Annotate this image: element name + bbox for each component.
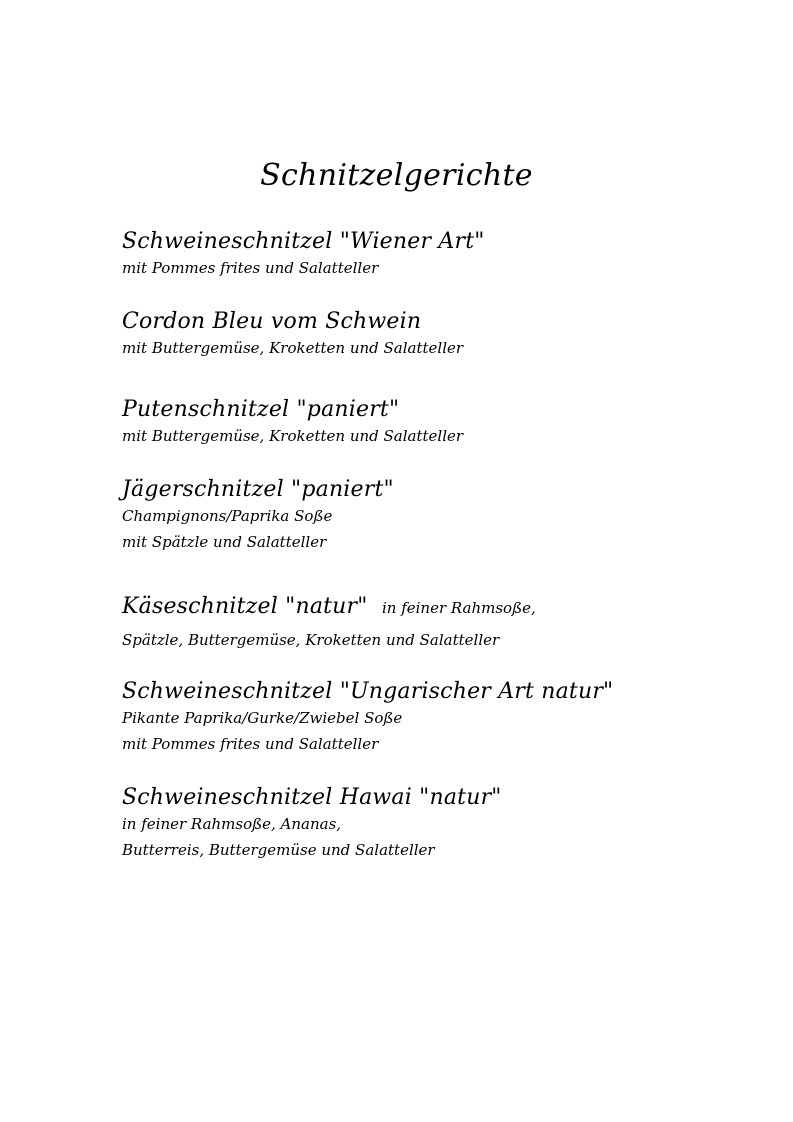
dish-description-line: mit Buttergemüse, Kroketten und Salatteller — [122, 339, 464, 357]
menu-list — [122, 0, 762, 1122]
dish-name-row — [122, 594, 762, 621]
page-title: Schnitzelgerichte — [260, 158, 533, 193]
menu-item — [122, 679, 762, 757]
dish-name: Jägerschnitzel "paniert" — [122, 477, 394, 502]
dish-description-line: mit Pommes frites und Salatteller — [122, 735, 379, 753]
menu-item — [122, 397, 762, 449]
menu-item — [122, 785, 762, 863]
dish-description-line: Champignons/Paprika Soße — [122, 507, 333, 525]
dish-name: Schweineschnitzel "Wiener Art" — [122, 229, 485, 254]
dish-description-line: in feiner Rahmsoße, Ananas, — [122, 815, 342, 833]
menu-item — [122, 229, 762, 281]
menu-item — [122, 594, 762, 653]
dish-description-line: Pikante Paprika/Gurke/Zwiebel Soße — [122, 709, 403, 727]
dish-inline-description: in feiner Rahmsoße, — [381, 599, 536, 617]
dish-description-line: Butterreis, Buttergemüse und Salatteller — [122, 841, 435, 859]
dish-description-line: mit Pommes frites und Salatteller — [122, 259, 379, 277]
dish-name: Putenschnitzel "paniert" — [122, 397, 400, 422]
menu-item — [122, 477, 762, 555]
dish-name: Schweineschnitzel Hawai "natur" — [122, 785, 502, 810]
dish-description-line: Spätzle, Buttergemüse, Kroketten und Salatteller — [122, 631, 500, 649]
menu-item — [122, 309, 762, 361]
dish-name: Käseschnitzel "natur" — [122, 594, 368, 619]
dish-description-line: mit Buttergemüse, Kroketten und Salatteller — [122, 427, 464, 445]
dish-name: Schweineschnitzel "Ungarischer Art natur" — [122, 679, 614, 704]
dish-description-line: mit Spätzle und Salatteller — [122, 533, 327, 551]
dish-name: Cordon Bleu vom Schwein — [122, 309, 422, 334]
